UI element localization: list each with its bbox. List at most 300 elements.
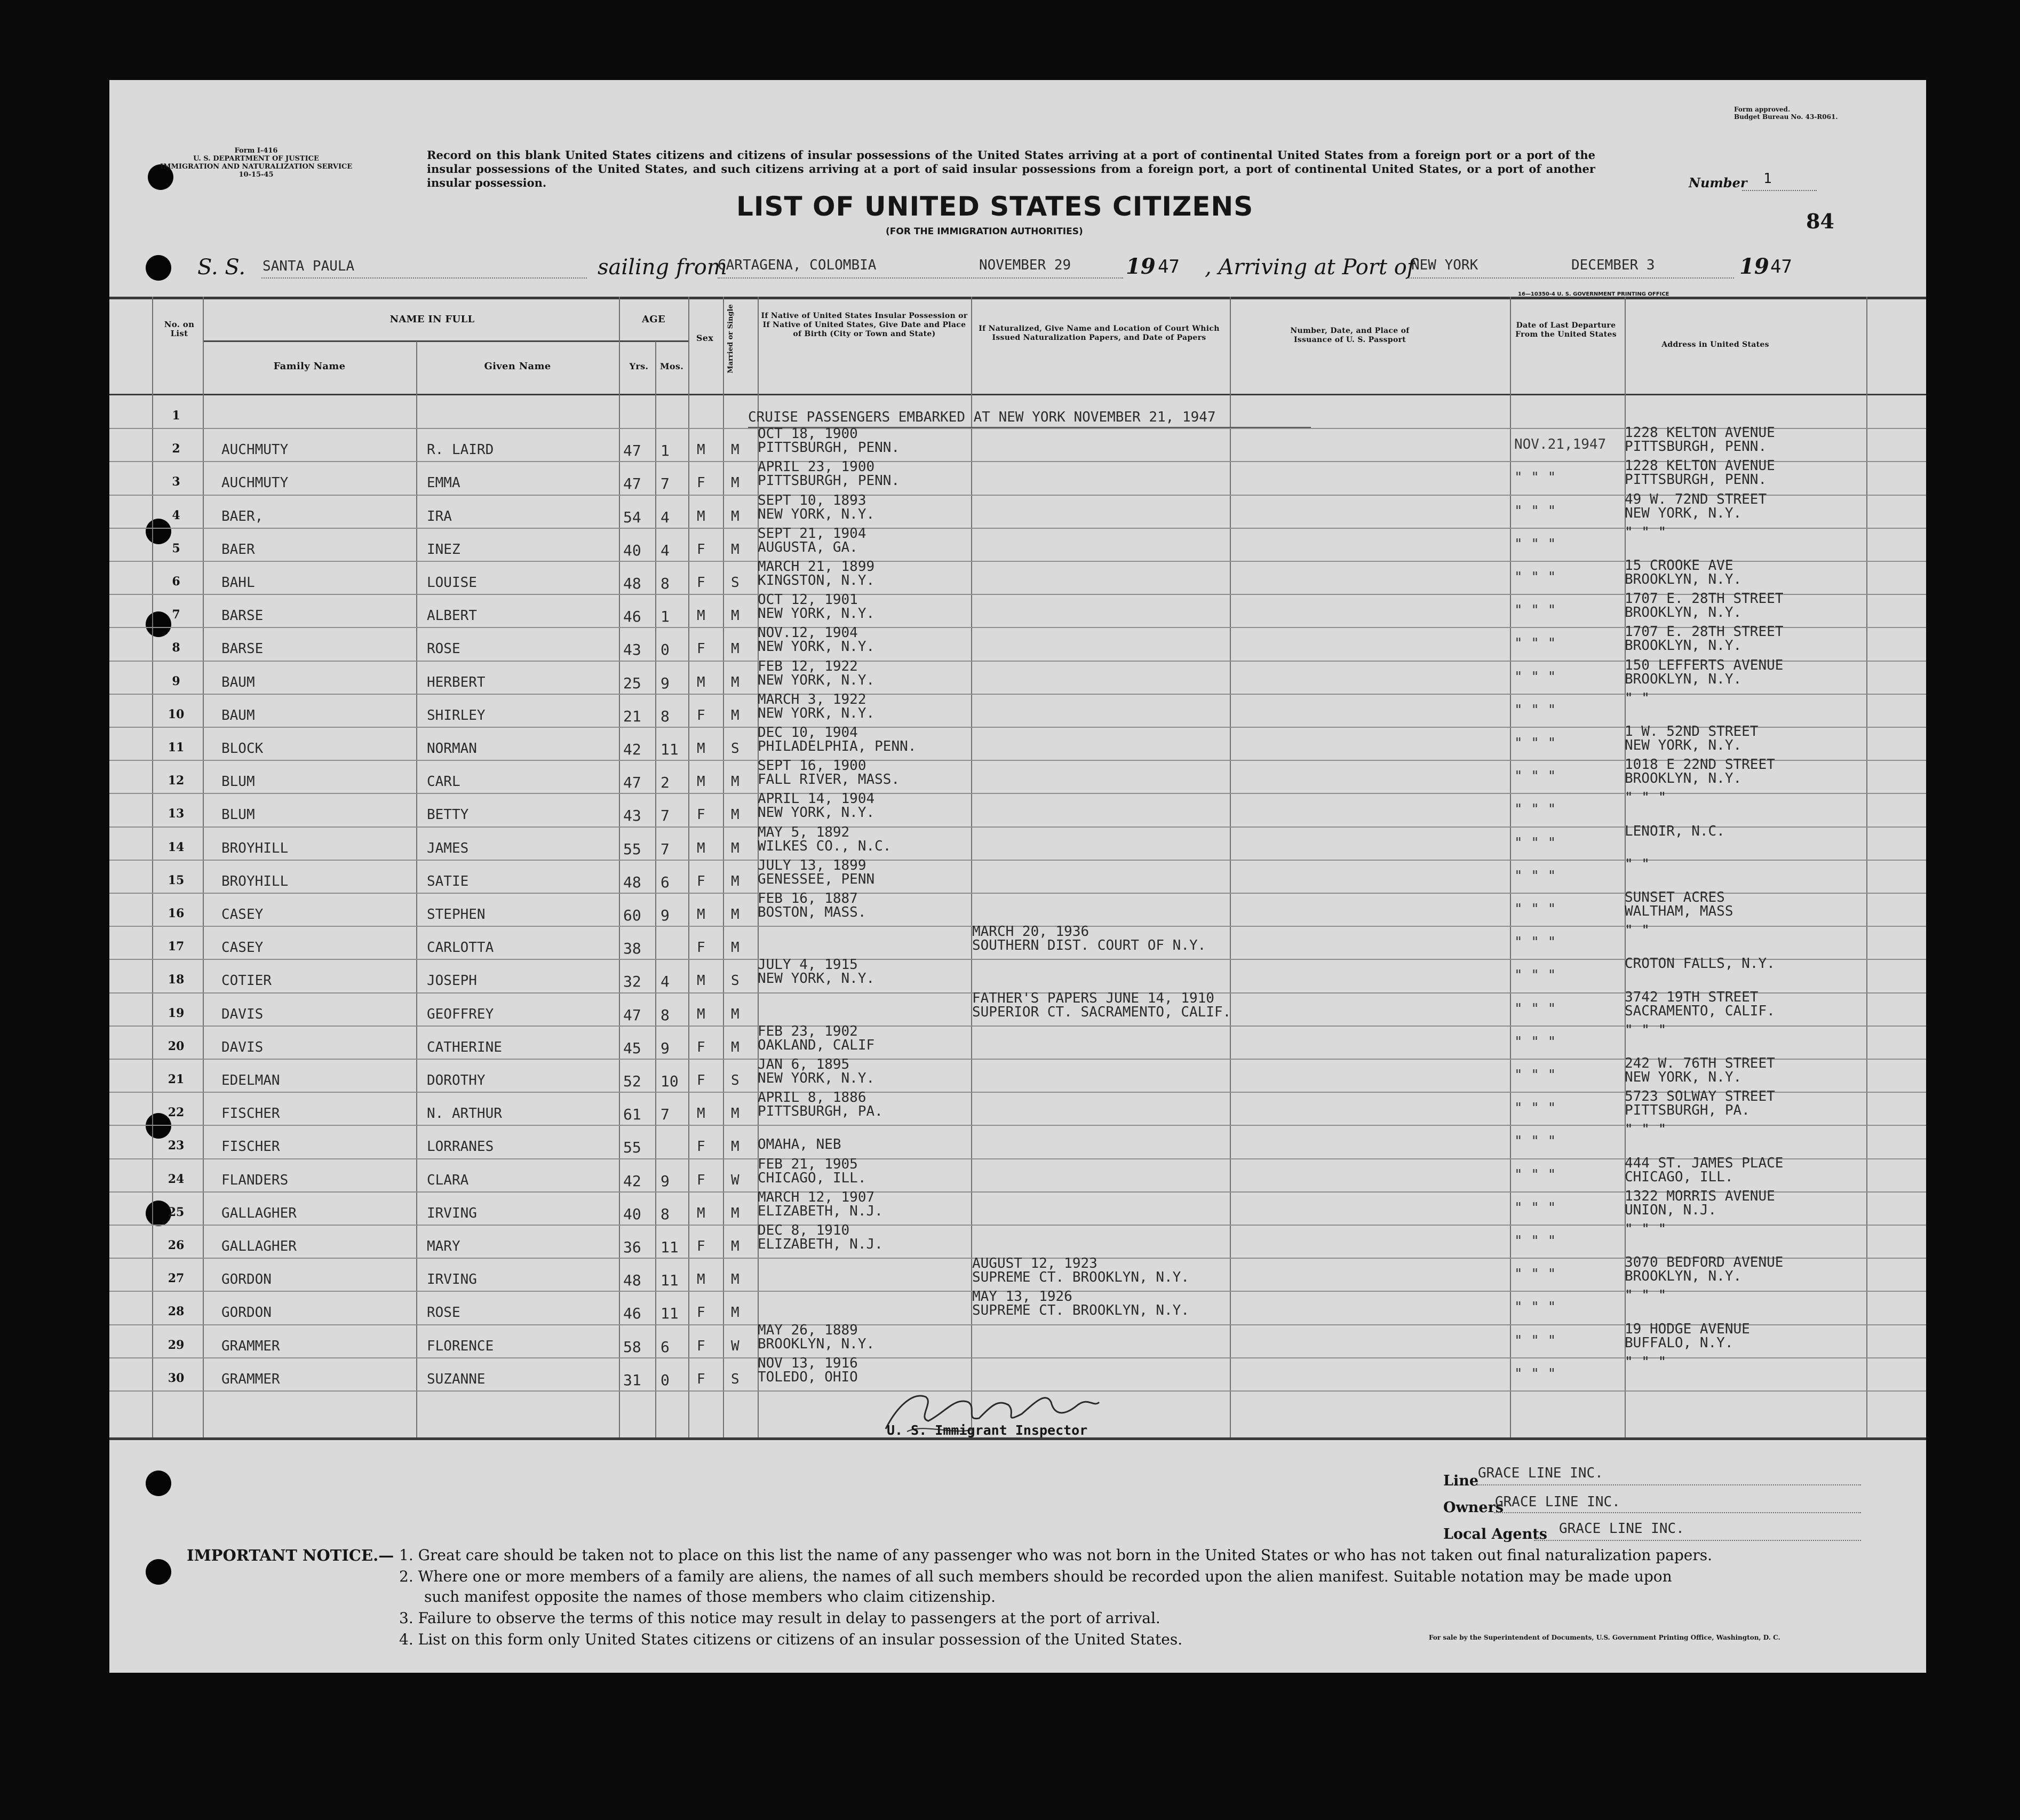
marital-status: M (731, 907, 739, 923)
birth-place: NEW YORK, N.Y. (758, 672, 875, 688)
address-line-1: " " (1625, 856, 1650, 872)
age-years: 46 (623, 1305, 641, 1322)
address-line-2: PITTSBURGH, PA. (1625, 1102, 1750, 1118)
agents-label: Local Agents (1443, 1526, 1547, 1543)
row-number: 25 (168, 1205, 185, 1219)
owners-value: GRACE LINE INC. (1495, 1494, 1620, 1510)
birth-date: FEB 21, 1905 (758, 1156, 858, 1172)
number-underline (1742, 190, 1817, 191)
sex: F (697, 1371, 705, 1387)
marital-status: M (731, 1139, 739, 1155)
age-years: 48 (623, 575, 641, 592)
marital-status: M (731, 708, 739, 724)
year-prefix-1: 19 (1126, 254, 1156, 279)
col-header-passport: Number, Date, and Place of Issuance of U. S. Passport (1290, 327, 1410, 344)
age-years: 45 (623, 1039, 641, 1057)
age-years: 54 (623, 508, 641, 526)
row-number: 3 (172, 475, 180, 489)
row-rule (109, 860, 1926, 861)
marital-status: S (731, 575, 739, 591)
row-number: 11 (168, 741, 185, 754)
row-number: 19 (168, 1006, 185, 1020)
birth-date: NOV.12, 1904 (758, 625, 858, 641)
age-months: 6 (661, 1338, 670, 1356)
given-name: IRVING (427, 1205, 477, 1221)
address-line-2: UNION, N.J. (1625, 1202, 1717, 1218)
age-months: 8 (661, 708, 670, 725)
line-underline (1477, 1484, 1861, 1485)
age-months: 4 (661, 973, 670, 990)
age-months: 7 (661, 475, 670, 492)
birth-place: PITTSBURGH, PENN. (758, 440, 900, 456)
family-name: BARSE (221, 641, 264, 657)
birth-date: JULY 4, 1915 (758, 957, 858, 973)
last-departure: " " " (1514, 1067, 1556, 1083)
notice-2: 2. Where one or more members of a family are aliens, the names of all such members should be recorded upon the alien manifest. Suitable notation may be made upon (399, 1568, 1672, 1585)
line-label: Line (1443, 1473, 1479, 1489)
age-years: 47 (623, 475, 641, 492)
sex: M (697, 907, 705, 923)
birth-date: APRIL 23, 1900 (758, 459, 875, 475)
row-number: 15 (168, 873, 185, 887)
address-line-1: 1322 MORRIS AVENUE (1625, 1188, 1775, 1204)
family-name: BAUM (221, 674, 255, 690)
birth-place: KINGSTON, N.Y. (758, 573, 875, 589)
given-name: LOUISE (427, 575, 477, 591)
given-name: GEOFFREY (427, 1006, 494, 1022)
given-name: JAMES (427, 840, 469, 856)
address-line-1: 1228 KELTON AVENUE (1625, 458, 1775, 474)
col-header-name: NAME IN FULL (389, 314, 475, 325)
sex: M (697, 674, 705, 690)
marital-status: M (731, 508, 739, 524)
sex: F (697, 708, 705, 724)
row-number: 21 (168, 1072, 185, 1086)
birth-date: SEPT 21, 1904 (758, 526, 866, 542)
arrival-port: NEW YORK (1411, 257, 1478, 273)
age-years: 47 (623, 1006, 641, 1024)
family-name: GORDON (221, 1271, 272, 1287)
from-underline (718, 277, 1123, 279)
column-rule (416, 341, 417, 1437)
sex: M (697, 1006, 705, 1022)
row-number: 29 (168, 1338, 185, 1352)
age-months: 4 (661, 542, 670, 559)
approved-line: Budget Bureau No. 43-R061. (1734, 113, 1838, 121)
age-years: 61 (623, 1106, 641, 1123)
punch-hole (146, 519, 171, 544)
address-line-1: SUNSET ACRES (1625, 889, 1725, 905)
column-rule (688, 297, 689, 1437)
age-months: 10 (661, 1072, 679, 1090)
sex: M (697, 741, 705, 757)
naturalization-court: SUPERIOR CT. SACRAMENTO, CALIF. (972, 1004, 1231, 1020)
sex: F (697, 641, 705, 657)
age-months: 4 (661, 508, 670, 526)
family-name: DAVIS (221, 1039, 264, 1055)
age-months: 8 (661, 1006, 670, 1024)
notice-3: 3. Failure to observe the terms of this notice may result in delay to passengers at the port of arrival. (399, 1609, 1160, 1627)
sex: F (697, 475, 705, 491)
sex: M (697, 774, 705, 790)
birth-date: OCT 18, 1900 (758, 426, 858, 442)
row-number: 12 (168, 774, 185, 788)
owners-underline (1494, 1512, 1861, 1513)
notice-1: 1. Great care should be taken not to place on this list the name of any passenger who was not born in the United States or who has not taken out final naturalization papers. (399, 1546, 1713, 1564)
family-name: CASEY (221, 940, 264, 956)
year-suffix-1: 47 (1158, 256, 1180, 277)
address-line-1: " " (1625, 690, 1650, 706)
marital-status: S (731, 973, 739, 989)
row-number: 26 (168, 1238, 185, 1252)
birth-place: AUGUSTA, GA. (758, 539, 858, 555)
birth-place: NEW YORK, N.Y. (758, 606, 875, 622)
given-name: HERBERT (427, 674, 486, 690)
sex: F (697, 542, 705, 558)
gpo-note: For sale by the Superintendent of Documents, U.S. Government Printing Office, Washington, D. C. (1429, 1634, 1780, 1641)
birth-place: OAKLAND, CALIF (758, 1037, 875, 1053)
given-name: SATIE (427, 873, 469, 889)
last-departure: " " " (1514, 1100, 1556, 1116)
punch-hole (146, 1471, 171, 1496)
form-id-line: Form I-416 (234, 147, 278, 155)
age-years: 55 (623, 1139, 641, 1156)
family-name: EDELMAN (221, 1072, 280, 1088)
column-rule (723, 297, 724, 1437)
age-group-rule (619, 340, 688, 342)
birth-date: APRIL 8, 1886 (758, 1090, 866, 1106)
address-line-1: " " " (1625, 790, 1667, 806)
age-years: 47 (623, 774, 641, 791)
col-header-native: If Native of United States Insular Possession or If Native of United States, Give Date and Place of Birth (City or Town and State) (761, 312, 968, 338)
col-header-mos: Mos. (659, 361, 684, 371)
col-header-sex: Sex (696, 333, 714, 343)
family-name: AUCHMUTY (221, 475, 289, 491)
family-name: FLANDERS (221, 1172, 289, 1188)
marital-status: S (731, 1072, 739, 1088)
age-years: 36 (623, 1238, 641, 1256)
age-years: 40 (623, 542, 641, 559)
given-name: CLARA (427, 1172, 469, 1188)
age-months: 9 (661, 907, 670, 924)
notice-4: 4. List on this form only United States citizens or citizens of an insular possession of the United States. (399, 1631, 1183, 1648)
naturalization-date: AUGUST 12, 1923 (972, 1255, 1098, 1271)
agents-value: GRACE LINE INC. (1559, 1521, 1684, 1537)
marital-status: S (731, 1371, 739, 1387)
cruise-note: CRUISE PASSENGERS EMBARKED AT NEW YORK NOVEMBER 21, 1947 (748, 409, 1216, 425)
birth-date: MARCH 3, 1922 (758, 692, 866, 708)
age-months: 1 (661, 608, 670, 625)
birth-date: DEC 10, 1904 (758, 725, 858, 741)
page-title: LIST OF UNITED STATES CITIZENS (736, 191, 1254, 222)
address-line-1: 1707 E. 28TH STREET (1625, 591, 1784, 607)
last-departure: " " " (1514, 669, 1556, 685)
sail-date: NOVEMBER 29 (979, 257, 1071, 273)
age-months: 0 (661, 641, 670, 658)
address-line-2: NEW YORK, N.Y. (1625, 1069, 1742, 1085)
birth-place: ELIZABETH, N.J. (758, 1203, 883, 1219)
age-months: 8 (661, 575, 670, 592)
address-line-1: " " " (1625, 1221, 1667, 1237)
last-departure: " " " (1514, 1299, 1556, 1315)
sex: F (697, 1305, 705, 1321)
approved-line: Form approved. (1734, 106, 1791, 113)
notice-2-cont: such manifest opposite the names of those members who claim citizenship. (424, 1588, 996, 1606)
birth-place: CHICAGO, ILL. (758, 1170, 866, 1186)
row-number: 9 (172, 674, 180, 688)
address-line-1: 150 LEFFERTS AVENUE (1625, 657, 1784, 673)
marital-status: M (731, 840, 739, 856)
page-subtitle: (FOR THE IMMIGRATION AUTHORITIES) (886, 226, 1083, 237)
column-rule (1866, 297, 1867, 1437)
marital-status: M (731, 542, 739, 558)
last-departure: " " " (1514, 735, 1556, 751)
number-value: 1 (1763, 171, 1772, 187)
address-line-2: SACRAMENTO, CALIF. (1625, 1003, 1775, 1019)
row-rule (109, 694, 1926, 695)
last-departure: " " " (1514, 1233, 1556, 1249)
row-number: 6 (172, 575, 180, 589)
age-months: 7 (661, 1106, 670, 1123)
given-name: ROSE (427, 1305, 460, 1321)
punch-hole (146, 611, 171, 637)
sex: F (697, 1072, 705, 1088)
family-name: GALLAGHER (221, 1238, 297, 1254)
last-departure: " " " (1514, 470, 1556, 486)
form-approved (1734, 106, 1838, 121)
family-name: CASEY (221, 907, 264, 923)
from-port: CARTAGENA, COLOMBIA (718, 257, 877, 273)
address-line-2: BROOKLYN, N.Y. (1625, 770, 1742, 786)
row-number: 18 (168, 973, 185, 987)
last-departure: " " " (1514, 934, 1556, 950)
last-departure: " " " (1514, 1034, 1556, 1050)
arrival-date: DECEMBER 3 (1571, 257, 1655, 273)
age-years: 31 (623, 1371, 641, 1389)
address-line-1: " " " (1625, 1287, 1667, 1304)
last-departure: " " " (1514, 901, 1556, 917)
given-name: CARLOTTA (427, 940, 494, 956)
birth-place: GENESSEE, PENN (758, 871, 875, 887)
given-name: SUZANNE (427, 1371, 486, 1387)
birth-place: NEW YORK, N.Y. (758, 1070, 875, 1086)
name-group-rule (203, 340, 667, 342)
birth-place: NEW YORK, N.Y. (758, 805, 875, 821)
family-name: FISCHER (221, 1106, 280, 1122)
birth-date: FEB 16, 1887 (758, 891, 858, 907)
marital-status: M (731, 807, 739, 823)
address-line-2: BROOKLYN, N.Y. (1625, 605, 1742, 621)
naturalization-court: SUPREME CT. BROOKLYN, N.Y. (972, 1269, 1189, 1285)
birth-place: FALL RIVER, MASS. (758, 772, 900, 788)
age-years: 43 (623, 807, 641, 824)
header-bottom-rule (109, 394, 1926, 395)
form-id-line: IMMIGRATION AND NATURALIZATION SERVICE (160, 163, 353, 171)
address-line-1: " " " (1625, 1354, 1667, 1370)
age-years: 52 (623, 1072, 641, 1090)
birth-place: PHILADELPHIA, PENN. (758, 738, 917, 754)
birth-date: OCT 12, 1901 (758, 592, 858, 608)
col-header-no: No. on List (164, 320, 195, 338)
age-years: 42 (623, 741, 641, 758)
row-number: 22 (168, 1106, 185, 1119)
row-number: 10 (168, 708, 185, 721)
birth-place: PITTSBURGH, PENN. (758, 473, 900, 489)
family-name: BAHL (221, 575, 255, 591)
row-number: 27 (168, 1271, 185, 1285)
address-line-2: PITTSBURGH, PENN. (1625, 439, 1767, 455)
birth-place: NEW YORK, N.Y. (758, 705, 875, 721)
birth-date: APRIL 14, 1904 (758, 791, 875, 807)
family-name: BROYHILL (221, 873, 289, 889)
family-name: FISCHER (221, 1139, 280, 1155)
age-years: 55 (623, 840, 641, 858)
given-name: FLORENCE (427, 1338, 494, 1354)
col-header-departure: Date of Last Departure From the United States (1515, 321, 1617, 339)
given-name: BETTY (427, 807, 469, 823)
instructions-text: Record on this blank United States citizens and citizens of insular possessions of the United States arriving at a port of continental United States from a foreign port or a port of the insular possessions of the United States, and such citizens arriving at a port of said insular possessions from a foreign port, a port of continental United States, or a port of another insular possession. (427, 148, 1595, 189)
sex: F (697, 873, 705, 889)
birth-place: NEW YORK, N.Y. (758, 639, 875, 655)
sailing-label: sailing from (598, 255, 727, 280)
last-departure: " " " (1514, 569, 1556, 585)
sex: F (697, 575, 705, 591)
given-name: CARL (427, 774, 460, 790)
marital-status: M (731, 1271, 739, 1287)
age-years: 21 (623, 708, 641, 725)
family-name: COTIER (221, 973, 272, 989)
given-name: SHIRLEY (427, 708, 486, 724)
birth-date: JAN 6, 1895 (758, 1056, 850, 1072)
birth-place: BROOKLYN, N.Y. (758, 1336, 875, 1352)
birth-date: FEB 23, 1902 (758, 1023, 858, 1039)
row-number: 5 (172, 542, 180, 555)
address-line-2: BUFFALO, N.Y. (1625, 1335, 1733, 1351)
age-months: 11 (661, 1238, 679, 1256)
marital-status: M (731, 1205, 739, 1221)
sex: F (697, 1172, 705, 1188)
birth-date: MAY 5, 1892 (758, 824, 850, 840)
address-line-1: 1018 E 22ND STREET (1625, 757, 1775, 773)
arriving-label: , Arriving at Port of (1205, 255, 1415, 280)
form-id-block (160, 147, 352, 179)
arrival-underline (1409, 277, 1734, 279)
row-number: 14 (168, 840, 185, 854)
family-name: GRAMMER (221, 1338, 280, 1354)
last-departure: " " " (1514, 702, 1556, 718)
age-years: 48 (623, 1271, 641, 1289)
form-id-line: U. S. DEPARTMENT OF JUSTICE (193, 155, 319, 163)
row-number: 20 (168, 1039, 185, 1053)
ship-underline (261, 277, 587, 279)
marital-status: M (731, 475, 739, 491)
age-months: 8 (661, 1205, 670, 1223)
given-name: ROSE (427, 641, 460, 657)
last-departure: " " " (1514, 967, 1556, 983)
birth-place: NEW YORK, N.Y. (758, 971, 875, 987)
sex: F (697, 1338, 705, 1354)
address-line-2: WALTHAM, MASS (1625, 903, 1733, 919)
family-name: BARSE (221, 608, 264, 624)
sex: F (697, 940, 705, 956)
col-header-age: AGE (642, 314, 665, 325)
address-line-2: NEW YORK, N.Y. (1625, 737, 1742, 753)
col-header-naturalized: If Naturalized, Give Name and Location of Court Which Issued Naturalization Papers, and Date of Papers (979, 324, 1220, 342)
family-name: BLUM (221, 774, 255, 790)
address-line-1: 19 HODGE AVENUE (1625, 1321, 1750, 1337)
given-name: STEPHEN (427, 907, 486, 923)
inspector-label: U. S. Immigrant Inspector (887, 1422, 1088, 1438)
address-line-2: BROOKLYN, N.Y. (1625, 638, 1742, 654)
age-years: 40 (623, 1205, 641, 1223)
naturalization-date: FATHER'S PAPERS JUNE 14, 1910 (972, 990, 1214, 1006)
marital-status: M (731, 674, 739, 690)
address-line-1: 1 W. 52ND STREET (1625, 724, 1759, 740)
given-name: IRA (427, 508, 452, 524)
age-years: 42 (623, 1172, 641, 1190)
owners-label: Owners (1443, 1499, 1504, 1516)
family-name: BLUM (221, 807, 255, 823)
family-name: DAVIS (221, 1006, 264, 1022)
age-years: 47 (623, 442, 641, 459)
sex: M (697, 840, 705, 856)
family-name: BAUM (221, 708, 255, 724)
column-rule (1230, 297, 1231, 1437)
age-years: 58 (623, 1338, 641, 1356)
last-departure: " " " (1514, 801, 1556, 817)
last-departure: " " " (1514, 635, 1556, 651)
marital-status: S (731, 741, 739, 757)
col-header-married: Married or Single (727, 304, 735, 373)
sex: F (697, 1139, 705, 1155)
year-prefix-2: 19 (1739, 254, 1769, 279)
family-name: GALLAGHER (221, 1205, 297, 1221)
naturalization-court: SUPREME CT. BROOKLYN, N.Y. (972, 1302, 1189, 1318)
last-departure: " " " (1514, 536, 1556, 552)
age-years: 60 (623, 907, 641, 924)
last-departure: " " " (1514, 1001, 1556, 1017)
address-line-1: LENOIR, N.C. (1625, 823, 1725, 839)
address-line-1: " " " (1625, 524, 1667, 541)
age-months: 2 (661, 774, 670, 791)
marital-status: M (731, 641, 739, 657)
col-header-address: Address in United States (1661, 340, 1769, 349)
age-months: 0 (661, 1371, 670, 1389)
printing-office: 16—10350-4 U. S. GOVERNMENT PRINTING OFFICE (1518, 291, 1669, 297)
row-number: 24 (168, 1172, 185, 1186)
sex: F (697, 1039, 705, 1055)
age-months: 7 (661, 840, 670, 858)
column-rule (203, 297, 204, 1437)
number-label: Number (1689, 175, 1747, 190)
age-months: 7 (661, 807, 670, 824)
sex: M (697, 442, 705, 458)
birth-date: MARCH 12, 1907 (758, 1189, 875, 1205)
age-years: 43 (623, 641, 641, 658)
address-line-2: BROOKLYN, N.Y. (1625, 1268, 1742, 1284)
birth-place: NEW YORK, N.Y. (758, 506, 875, 522)
sex: M (697, 973, 705, 989)
sex: M (697, 1271, 705, 1287)
age-months: 1 (661, 442, 670, 459)
birth-place: PITTSBURGH, PA. (758, 1103, 883, 1119)
given-name: INEZ (427, 542, 460, 558)
age-months: 9 (661, 1172, 670, 1190)
col-header-yrs: Yrs. (629, 361, 649, 371)
address-line-1: 1228 KELTON AVENUE (1625, 425, 1775, 441)
marital-status: M (731, 1039, 739, 1055)
row-number: 8 (172, 641, 180, 655)
